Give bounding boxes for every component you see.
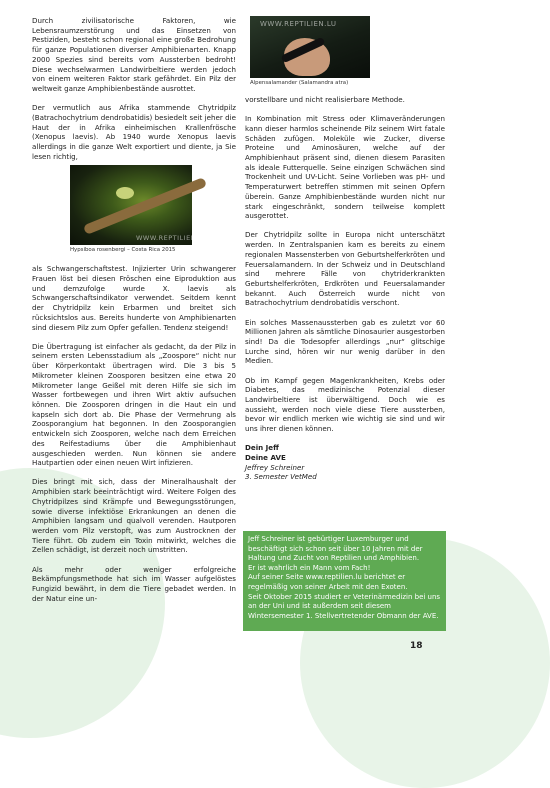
photo-watermark: WWW.REPTILIEN.LU: [136, 234, 208, 243]
author-semester: 3. Semester VetMed: [245, 472, 317, 482]
paragraph: vorstellbare und nicht realisierbare Methode.: [245, 95, 405, 104]
right-column: [245, 16, 445, 482]
author-name: Jeffrey Schreiner: [245, 462, 305, 472]
paragraph: Der vermutlich aus Afrika stammende Chytridpilz (Batrachochytrium dendrobatidis) besiedelt seit jeher die Haut der in Afrika einheimischen Krallenfrösche (Xenopus laevis). Ab 1940 wurde Xenopus laevis allerdings in die ganze Welt exportiert und diente, ja Sie lesen richtig,: [32, 103, 236, 161]
paragraph: Die Übertragung ist einfacher als gedacht, da der Pilz in seinem ersten Lebensstadium als „Zoospore“ nicht nur über Körperkontakt übertragen wird. Die 3 bis 5 Mikrometer kleinen Zoosporen besitzen eine etwa 20 Mikrometer lange Geißel mit deren Hilfe sie sich im Wasser fortbewegen und ihren Wirt aktiv aufsuchen können. Die Zoosporen dringen in die Haut ein und kapseln sich dort ab. Die Phase der Vermehrung als Zoosporangium hat begonnen. In den Zoosporangien entwickeln sich Zoosporen, welche nach dem Erreichen des Reifestadiums über die Amphibienhaut ausgeschieden werden. Nun können sie andere Hautpartien oder einen neuen Wirt infizieren.: [32, 341, 236, 468]
signoff-line: Deine AVE: [245, 453, 286, 462]
salamander-photo: [250, 16, 370, 78]
paragraph: Ein solches Massenaussterben gab es zuletzt vor 60 Millionen Jahren als sämtliche Dinosaurier ausgestorben sind! Da die Todesopfer allerdings „nur“ glitschige Lurche sind, hören wir nur wenig darüber in den Medien.: [245, 317, 445, 366]
bio-line: Auf seiner Seite www.reptilien.lu berichtet er regelmäßig von seiner Arbeit mit den Exoten.: [248, 573, 408, 591]
paragraph: Dies bringt mit sich, dass der Mineralhaushalt der Amphibien stark beeinträchtigt wird. Weitere Folgen des Chytridpilzes sind Krämpfe und Bewegungsstörungen, sowie diverse infektiöse Erkrankungen an denen die Amphibien langsam und qualvoll verenden. Hautporen werden vom Pilz verstopft, was zum Austrocknen der Tiere führt. Ob zudem ein Toxin mitwirkt, welches die Zellen schädigt, ist derzeit noch umstritten.: [32, 477, 236, 555]
signoff-line: Dein Jeff: [245, 443, 279, 453]
bio-line: Seit Oktober 2015 studiert er Veterinärmedizin bei uns an der Uni und ist außerdem seit diesem Wintersemester 1. Stellvertretender Obmann der AVE.: [248, 592, 441, 620]
frog-photo: [70, 165, 208, 245]
bio-line: Er ist wahrlich ein Mann vom Fach!: [248, 563, 371, 572]
bio-line: Jeff Schreiner ist gebürtiger Luxemburger und beschäftigt sich schon seit über 10 Jahren mit der Haltung und Zucht von Reptilien und Amphibien.: [248, 535, 423, 563]
photo-caption: Hypsiboa rosenbergi – Costa Rica 2015: [70, 247, 176, 254]
paragraph: Ob im Kampf gegen Magenkrankheiten, Krebs oder Diabetes, das medizinische Potenzial dieser Landwirbeltiere ist überwältigend. Doch wie es aussieht, werden noch viele diese Tiere aussterben, bevor wir endlich merken wie wichtig sie sind und wir uns ihrer dienen können.: [245, 375, 445, 434]
author-bio-box: [243, 531, 446, 631]
paragraph: Der Chytridpilz sollte in Europa nicht unterschätzt werden. In Zentralspanien kam es bereits zu einem regionalen Massensterben von Geburtshelferkröten und Feuersalamandern. In der Schweiz und in Deutschland sind mehrere Fälle von chytriderkrankten Geburtshelferkröten, Erdkröten und Feuersalamander bekannt. Auch Österreich wurde nicht von Batrachochytrium dendrobatidis verschont.: [245, 230, 445, 308]
photo-caption: Alpensalamander (Salamandra atra): [250, 80, 349, 86]
page-number: 18: [410, 641, 423, 651]
paragraph: Durch zivilisatorische Faktoren, wie Lebensraumzerstörung und das Einsetzen von Pestiziden, besteht schon regional eine große Bedrohung für ganze Populationen diverser Amphibienarten. Knapp 2000 Spezies sind bereits vom Aussterben bedroht! Diese wechselwarmen Landwirbeltiere werden jedoch von einem weiteren Faktor stark gefährdet. Ein Pilz der weltweit ganze Amphibienbestände ausrottet.: [32, 16, 236, 93]
left-column: [32, 16, 236, 613]
photo-watermark: WWW.REPTILIEN.LU: [260, 20, 337, 28]
signoff: [245, 443, 445, 482]
paragraph: als Schwangerschaftstest. Injizierter Urin schwangerer Frauen löst bei diesen Fröschen eine Eiproduktion aus und demzufolge wurde X. laevis als Schwangerschaftsindikator verwendet. Seitdem kennt der Chytridpilz kein Erbarmen und breitet sich rücksichtslos aus. Bereits hunderte von Amphibienarten sind diesem Pilz zum Opfer gefallen. Tendenz steigend!: [32, 264, 236, 332]
paragraph: In Kombination mit Stress oder Klimaveränderungen kann dieser harmlos scheinende Pilz seinem Wirt fatale Schäden zufügen. Moleküle wie Zucker, diverse Proteine und Aminosäuren, welche auf der Amphibienhaut präsent sind, dienen diesem Parasiten als ideale Futterquelle. Seine einzigen Schwächen sind Trockenheit und UV-Licht. Seine Vorlieben was pH- und Temperaturwert betreffen stimmen mit seinen Opfern überein. Ganze Amphibienbestände wurden nicht nur stark eingeschränkt, sondern teilweise komplett ausgerottet.: [245, 114, 445, 221]
paragraph: Als mehr oder weniger erfolgreiche Bekämpfungsmethode hat sich im Wasser aufgelöstes Fungizid bewährt, in dem die Tiere gebadet werden. In der Natur eine un-: [32, 564, 236, 603]
